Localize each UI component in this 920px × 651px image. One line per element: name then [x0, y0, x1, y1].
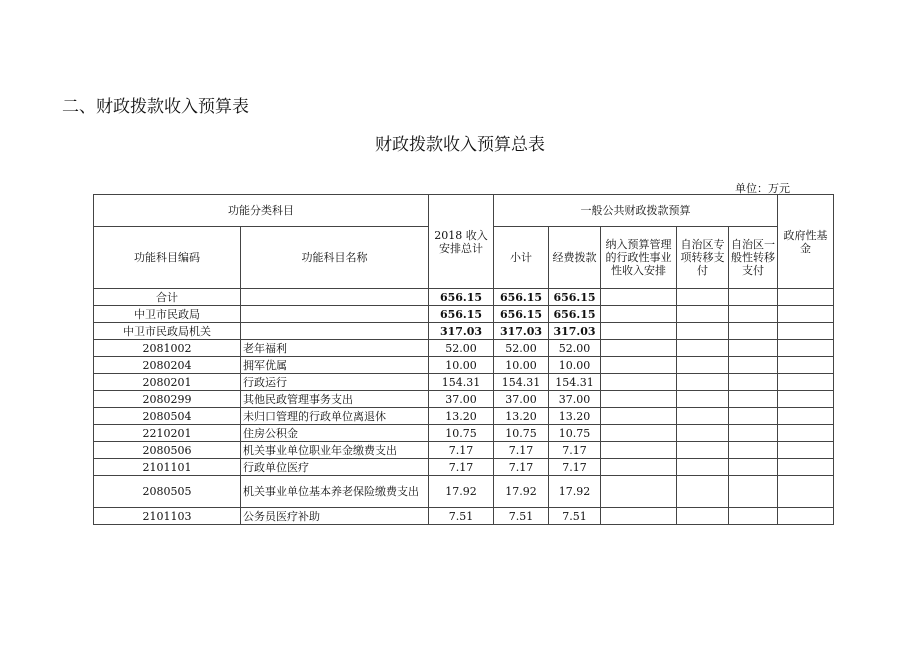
row-total: 154.31 — [429, 374, 494, 391]
summary-name-empty — [241, 289, 429, 306]
row-operating: 52.00 — [549, 340, 601, 357]
empty-cell — [778, 459, 834, 476]
unit-label: 单位：万元 — [735, 182, 790, 195]
header-func-category: 功能分类科目 — [94, 195, 429, 227]
row-total: 7.17 — [429, 459, 494, 476]
row-code: 2080299 — [94, 391, 241, 408]
empty-cell — [778, 508, 834, 525]
header-func-code: 功能科目编码 — [94, 227, 241, 289]
empty-cell — [677, 374, 729, 391]
empty-cell — [677, 425, 729, 442]
row-code: 2080506 — [94, 442, 241, 459]
row-operating: 37.00 — [549, 391, 601, 408]
row-name: 老年福利 — [241, 340, 429, 357]
row-total: 17.92 — [429, 476, 494, 508]
empty-cell — [729, 476, 778, 508]
row-name: 住房公积金 — [241, 425, 429, 442]
empty-cell — [601, 323, 677, 340]
empty-cell — [601, 508, 677, 525]
empty-cell — [729, 459, 778, 476]
table-row — [94, 374, 834, 391]
summary-subtotal: 317.03 — [494, 323, 549, 340]
row-subtotal: 52.00 — [494, 340, 549, 357]
empty-cell — [778, 476, 834, 508]
row-subtotal: 154.31 — [494, 374, 549, 391]
row-name: 其他民政管理事务支出 — [241, 391, 429, 408]
summary-total: 317.03 — [429, 323, 494, 340]
empty-cell — [677, 357, 729, 374]
empty-cell — [729, 306, 778, 323]
row-total: 7.51 — [429, 508, 494, 525]
row-subtotal: 17.92 — [494, 476, 549, 508]
header-func-name: 功能科目名称 — [241, 227, 429, 289]
summary-total: 656.15 — [429, 289, 494, 306]
empty-cell — [729, 391, 778, 408]
empty-cell — [677, 442, 729, 459]
row-total: 10.00 — [429, 357, 494, 374]
empty-cell — [601, 289, 677, 306]
empty-cell — [601, 476, 677, 508]
summary-name-empty — [241, 306, 429, 323]
row-code: 2080504 — [94, 408, 241, 425]
row-total: 37.00 — [429, 391, 494, 408]
empty-cell — [601, 408, 677, 425]
empty-cell — [778, 391, 834, 408]
header-general-budget: 一般公共财政拨款预算 — [494, 195, 778, 227]
empty-cell — [729, 508, 778, 525]
summary-operating: 656.15 — [549, 289, 601, 306]
empty-cell — [778, 323, 834, 340]
budget-table — [93, 194, 834, 525]
empty-cell — [778, 425, 834, 442]
row-code: 2080201 — [94, 374, 241, 391]
row-operating: 7.17 — [549, 442, 601, 459]
row-code: 2101103 — [94, 508, 241, 525]
summary-label: 中卫市民政局机关 — [94, 323, 241, 340]
row-code: 2080204 — [94, 357, 241, 374]
empty-cell — [778, 374, 834, 391]
table-row — [94, 459, 834, 476]
empty-cell — [677, 323, 729, 340]
table-row — [94, 340, 834, 357]
row-operating: 13.20 — [549, 408, 601, 425]
row-subtotal: 7.17 — [494, 442, 549, 459]
empty-cell — [601, 340, 677, 357]
empty-cell — [729, 323, 778, 340]
summary-row — [94, 323, 834, 340]
header-row-1 — [94, 195, 834, 227]
empty-cell — [677, 408, 729, 425]
empty-cell — [729, 289, 778, 306]
empty-cell — [778, 357, 834, 374]
empty-cell — [677, 306, 729, 323]
summary-total: 656.15 — [429, 306, 494, 323]
row-code: 2081002 — [94, 340, 241, 357]
row-operating: 17.92 — [549, 476, 601, 508]
summary-label: 合计 — [94, 289, 241, 306]
header-gov-fund: 政府性基金 — [778, 195, 834, 289]
empty-cell — [677, 476, 729, 508]
empty-cell — [729, 425, 778, 442]
table-row — [94, 425, 834, 442]
row-subtotal: 7.17 — [494, 459, 549, 476]
table-row — [94, 391, 834, 408]
header-total: 2018 收入安排总计 — [429, 195, 494, 289]
row-name: 机关事业单位职业年金缴费支出 — [241, 442, 429, 459]
row-operating: 7.51 — [549, 508, 601, 525]
table-row — [94, 357, 834, 374]
empty-cell — [601, 374, 677, 391]
summary-subtotal: 656.15 — [494, 306, 549, 323]
header-operating: 经费拨款 — [549, 227, 601, 289]
empty-cell — [729, 408, 778, 425]
row-operating: 10.00 — [549, 357, 601, 374]
row-subtotal: 10.00 — [494, 357, 549, 374]
empty-cell — [601, 306, 677, 323]
empty-cell — [677, 340, 729, 357]
row-subtotal: 13.20 — [494, 408, 549, 425]
empty-cell — [778, 306, 834, 323]
table-row — [94, 476, 834, 508]
empty-cell — [677, 391, 729, 408]
summary-row — [94, 306, 834, 323]
row-total: 7.17 — [429, 442, 494, 459]
row-name: 公务员医疗补助 — [241, 508, 429, 525]
empty-cell — [677, 289, 729, 306]
section-title: 二、财政拨款收入预算表 — [62, 97, 249, 117]
row-operating: 7.17 — [549, 459, 601, 476]
header-subtotal: 小计 — [494, 227, 549, 289]
empty-cell — [677, 508, 729, 525]
row-total: 13.20 — [429, 408, 494, 425]
summary-label: 中卫市民政局 — [94, 306, 241, 323]
table-title: 财政拨款收入预算总表 — [375, 135, 545, 155]
empty-cell — [601, 357, 677, 374]
table-row — [94, 442, 834, 459]
row-subtotal: 37.00 — [494, 391, 549, 408]
empty-cell — [677, 459, 729, 476]
row-total: 10.75 — [429, 425, 494, 442]
row-total: 52.00 — [429, 340, 494, 357]
summary-subtotal: 656.15 — [494, 289, 549, 306]
empty-cell — [729, 374, 778, 391]
empty-cell — [778, 289, 834, 306]
empty-cell — [729, 340, 778, 357]
row-name: 未归口管理的行政单位离退休 — [241, 408, 429, 425]
row-code: 2210201 — [94, 425, 241, 442]
summary-operating: 656.15 — [549, 306, 601, 323]
empty-cell — [729, 442, 778, 459]
summary-operating: 317.03 — [549, 323, 601, 340]
row-operating: 154.31 — [549, 374, 601, 391]
row-code: 2080505 — [94, 476, 241, 508]
empty-cell — [601, 442, 677, 459]
header-special-transfer: 自治区专项转移支付 — [677, 227, 729, 289]
row-name: 行政单位医疗 — [241, 459, 429, 476]
row-name: 机关事业单位基本养老保险缴费支出 — [241, 476, 429, 508]
empty-cell — [601, 425, 677, 442]
summary-name-empty — [241, 323, 429, 340]
table-row — [94, 408, 834, 425]
empty-cell — [601, 459, 677, 476]
empty-cell — [778, 408, 834, 425]
header-admin-income: 纳入预算管理的行政性事业性收入安排 — [601, 227, 677, 289]
row-operating: 10.75 — [549, 425, 601, 442]
empty-cell — [778, 340, 834, 357]
row-subtotal: 7.51 — [494, 508, 549, 525]
row-code: 2101101 — [94, 459, 241, 476]
table-row — [94, 508, 834, 525]
row-name: 行政运行 — [241, 374, 429, 391]
empty-cell — [601, 391, 677, 408]
row-subtotal: 10.75 — [494, 425, 549, 442]
header-general-transfer: 自治区一般性转移支付 — [729, 227, 778, 289]
row-name: 拥军优属 — [241, 357, 429, 374]
empty-cell — [729, 357, 778, 374]
empty-cell — [778, 442, 834, 459]
summary-row — [94, 289, 834, 306]
